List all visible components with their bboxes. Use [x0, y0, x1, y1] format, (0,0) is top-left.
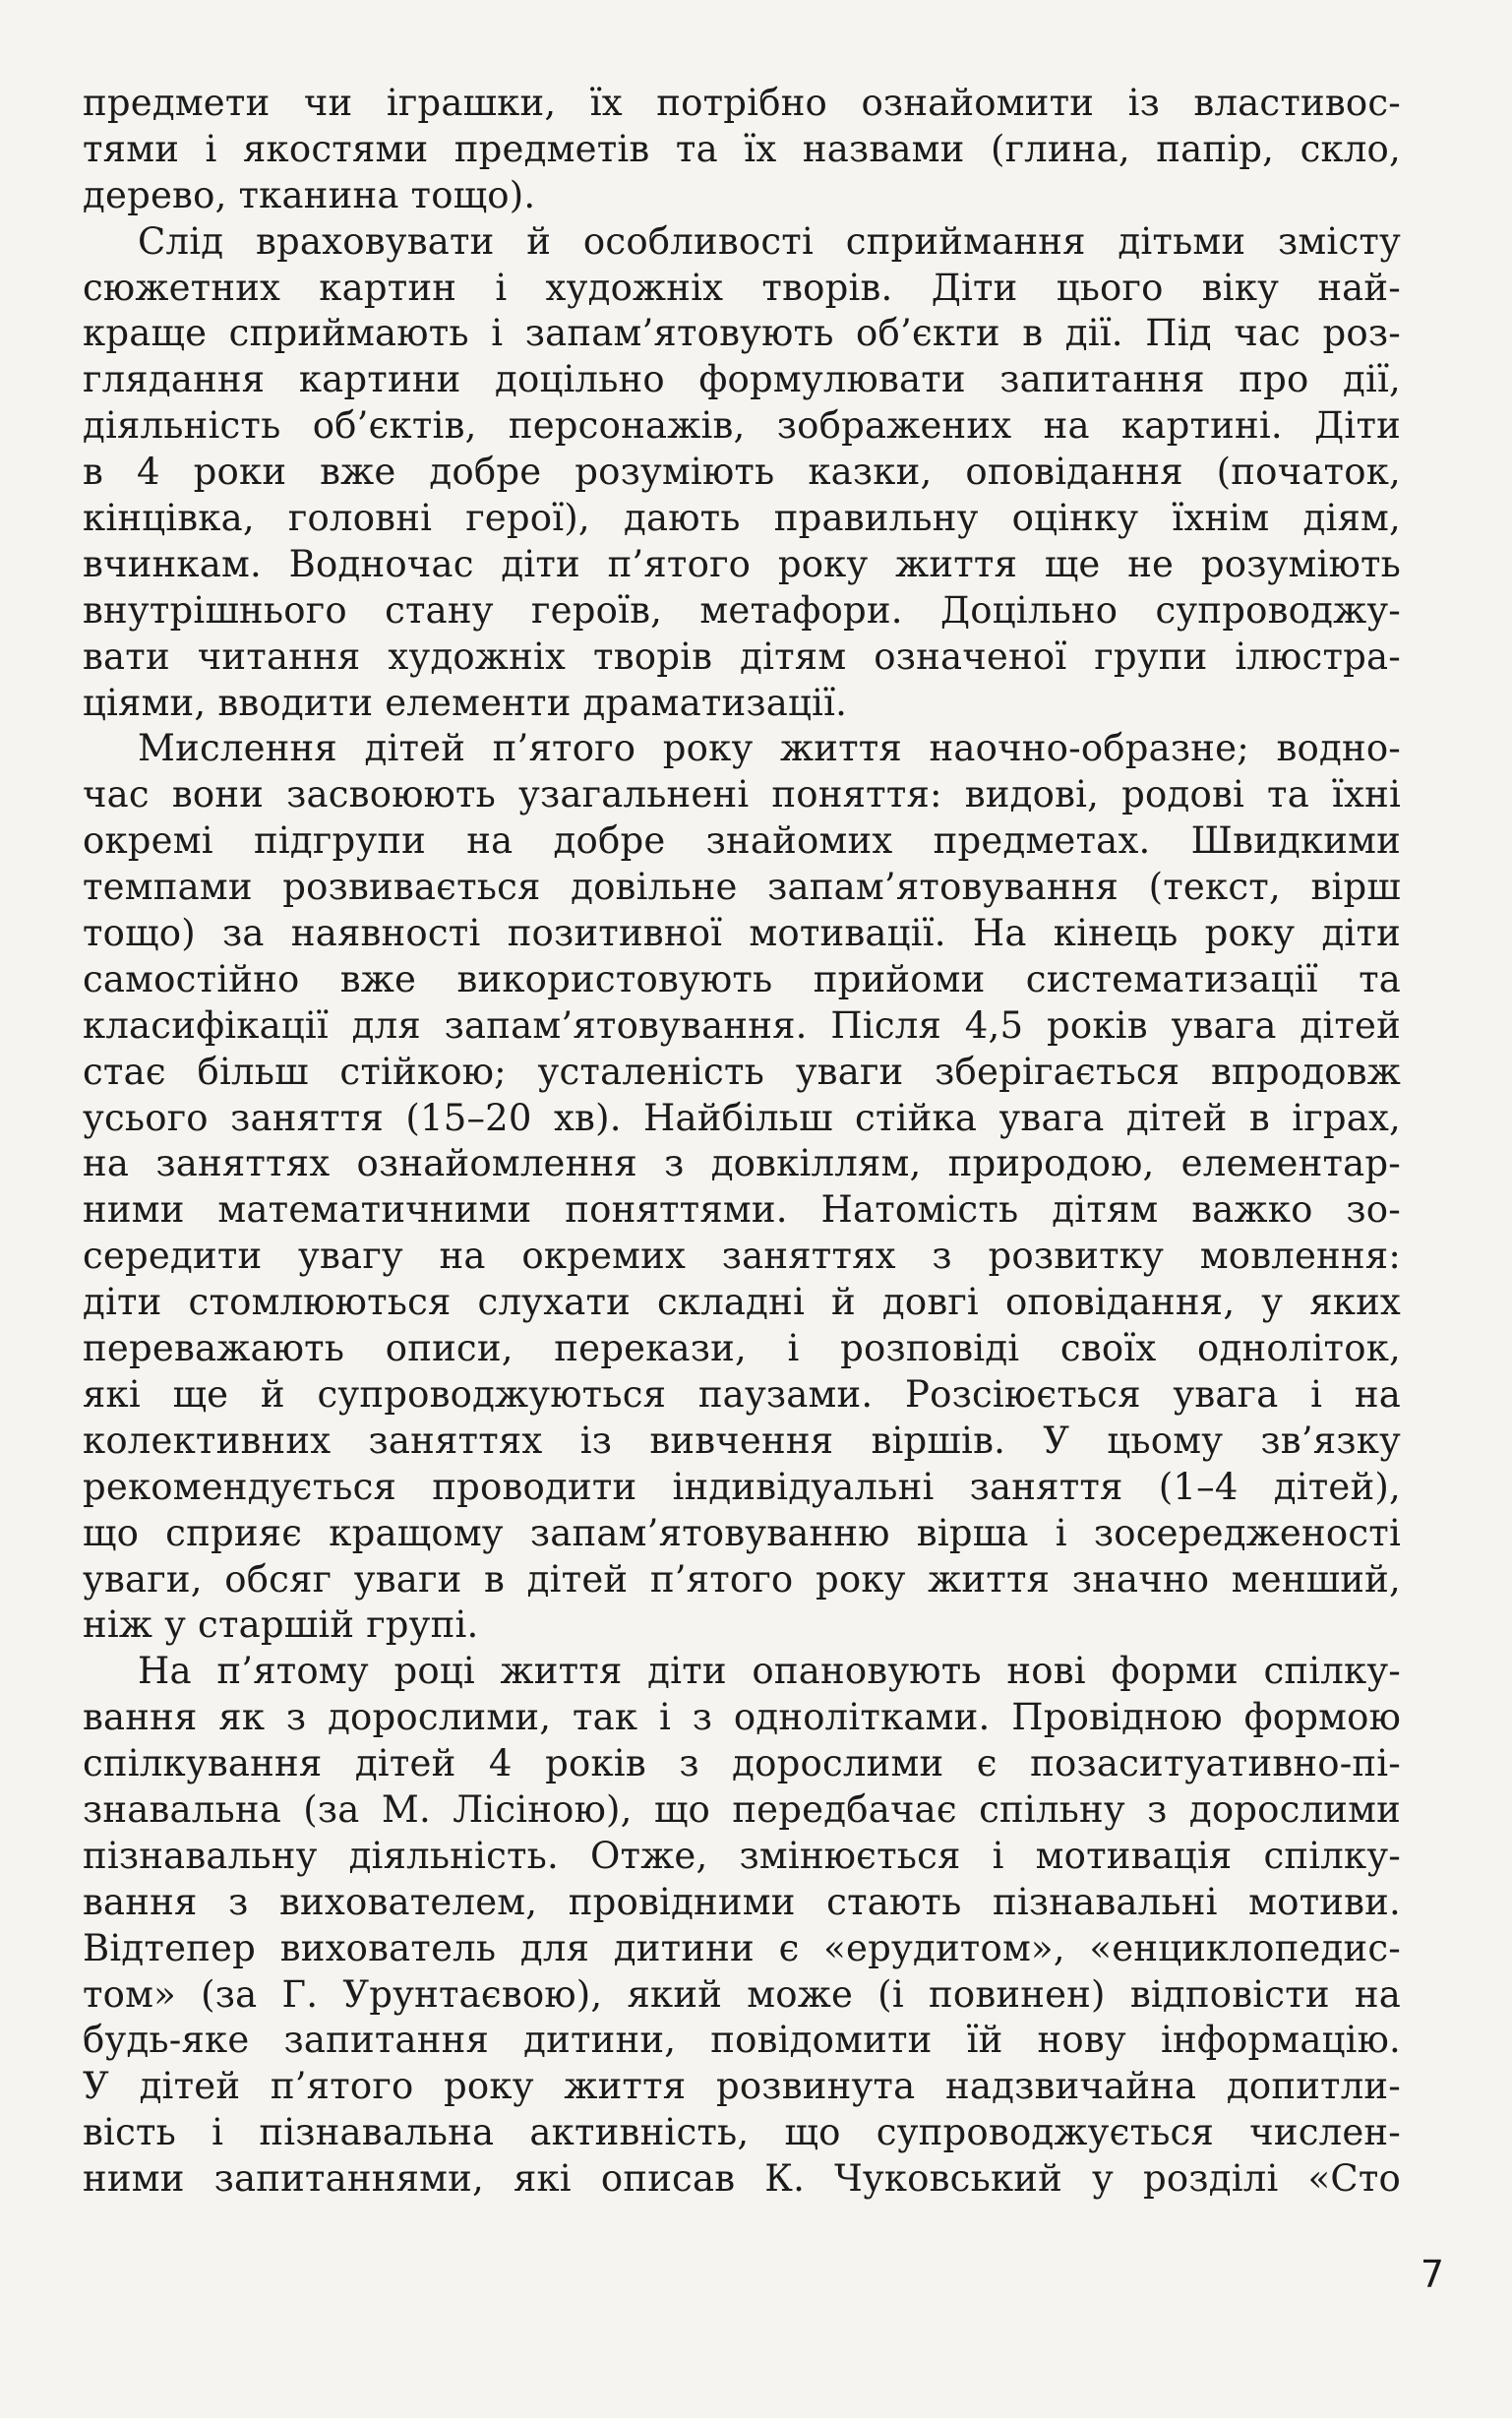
text-line: Відтепер вихователь для дитини є «ерудитом», «енциклопедис- — [83, 1926, 1401, 1969]
text-line: уваги, обсяг уваги в дітей п’ятого року життя значно менший, — [83, 1557, 1401, 1601]
text-line: вати читання художніх творів дітям означеної групи ілюстра- — [83, 635, 1401, 678]
text-line: які ще й супроводжуються паузами. Розсіюється увага і на — [83, 1372, 1401, 1416]
body-text — [83, 81, 1401, 2203]
text-line: ними математичними поняттями. Натомість дітям важко зо- — [83, 1188, 1401, 1232]
text-line: спілкування дітей 4 років з дорослими є позаситуативно-пі- — [83, 1742, 1401, 1785]
text-line: будь-яке запитання дитини, повідомити їй нову інформацію. — [83, 2019, 1401, 2062]
text-line: дерево, тканина тощо). — [83, 173, 536, 216]
text-line: діти стомлюються слухати складні й довгі оповідання, у яких — [83, 1281, 1401, 1324]
text-line: усього заняття (15–20 хв). Найбільш стійка увага дітей в іграх, — [83, 1096, 1401, 1139]
text-line: в 4 роки вже добре розуміють казки, оповідання (початок, — [83, 451, 1401, 494]
text-line: У дітей п’ятого року життя розвинута надзвичайна допитли- — [83, 2065, 1401, 2108]
text-line: діяльність об’єктів, персонажів, зображених на картині. Діти — [83, 404, 1401, 448]
text-line: краще сприймають і запам’ятовують об’єкти в дії. Під час роз- — [83, 312, 1401, 355]
text-line: рекомендується проводити індивідуальні заняття (1–4 дітей), — [83, 1465, 1401, 1508]
text-line: ціями, вводити елементи драматизації. — [83, 681, 848, 724]
text-line: тями і якостями предметів та їх назвами (глина, папір, скло, — [83, 127, 1401, 170]
text-line: глядання картини доцільно формулювати запитання про дії, — [83, 358, 1401, 401]
text-line: переважають описи, перекази, і розповіді своїх одноліток, — [83, 1327, 1401, 1370]
text-line: час вони засвоюють узагальнені поняття: видові, родові та їхні — [83, 773, 1401, 816]
text-line: класифікації для запам’ятовування. Після 4,5 років увага дітей — [83, 1003, 1401, 1047]
text-line: Мислення дітей п’ятого року життя наочно-образне; водно- — [138, 727, 1401, 770]
text-line: окремі підгрупи на добре знайомих предметах. Швидкими — [83, 819, 1401, 863]
text-line: на заняттях ознайомлення з довкіллям, природою, елементар- — [83, 1142, 1401, 1185]
text-line: предмети чи іграшки, їх потрібно ознайомити із властивос- — [83, 82, 1401, 124]
text-line: ними запитаннями, які описав К. Чуковський у розділі «Сто — [83, 2157, 1401, 2201]
text-line: сюжетних картин і художніх творів. Діти цього віку най- — [83, 266, 1401, 309]
text-line: вання з вихователем, провідними стають пізнавальні мотиви. — [83, 1880, 1401, 1923]
text-line: ніж у старшій групі. — [83, 1603, 479, 1647]
text-line: що сприяє кращому запам’ятовуванню вірша і зосередженості — [83, 1511, 1401, 1554]
text-line: самостійно вже використовують прийоми систематизації та — [83, 957, 1401, 1000]
text-line: середити увагу на окремих заняттях з розвитку мовлення: — [83, 1235, 1401, 1278]
text-line: знавальна (за М. Лісіною), що передбачає спільну з дорослими — [83, 1787, 1401, 1831]
text-line: темпами розвивається довільне запам’ятовування (текст, вірш — [83, 866, 1401, 909]
text-line: вання як з дорослими, так і з однолітками. Провідною формою — [83, 1696, 1401, 1739]
text-line: стає більш стійкою; усталеність уваги зберігається впродовж — [83, 1050, 1401, 1093]
text-line: Слід враховувати й особливості сприймання дітьми змісту — [138, 219, 1401, 263]
text-line: тощо) за наявності позитивної мотивації. На кінець року діти — [83, 912, 1401, 955]
text-line: пізнавальну діяльність. Отже, змінюється і мотивація спілку- — [83, 1834, 1401, 1877]
text-line: вість і пізнавальна активність, що супроводжується числен- — [83, 2111, 1401, 2154]
text-line: колективних заняттях із вивчення віршів. У цьому зв’язку — [83, 1419, 1401, 1462]
text-line: На п’ятому році життя діти опановують нові форми спілку- — [138, 1650, 1401, 1693]
text-line: внутрішнього стану героїв, метафори. Доцільно супроводжу- — [83, 588, 1401, 632]
text-line: том» (за Г. Урунтаєвою), який може (і повинен) відповісти на — [83, 1972, 1401, 2016]
text-line: кінцівка, головні герої), дають правильну оцінку їхнім діям, — [83, 497, 1401, 540]
page-number: 7 — [1420, 2253, 1444, 2296]
text-line: вчинкам. Водночас діти п’ятого року життя ще не розуміють — [83, 542, 1401, 585]
